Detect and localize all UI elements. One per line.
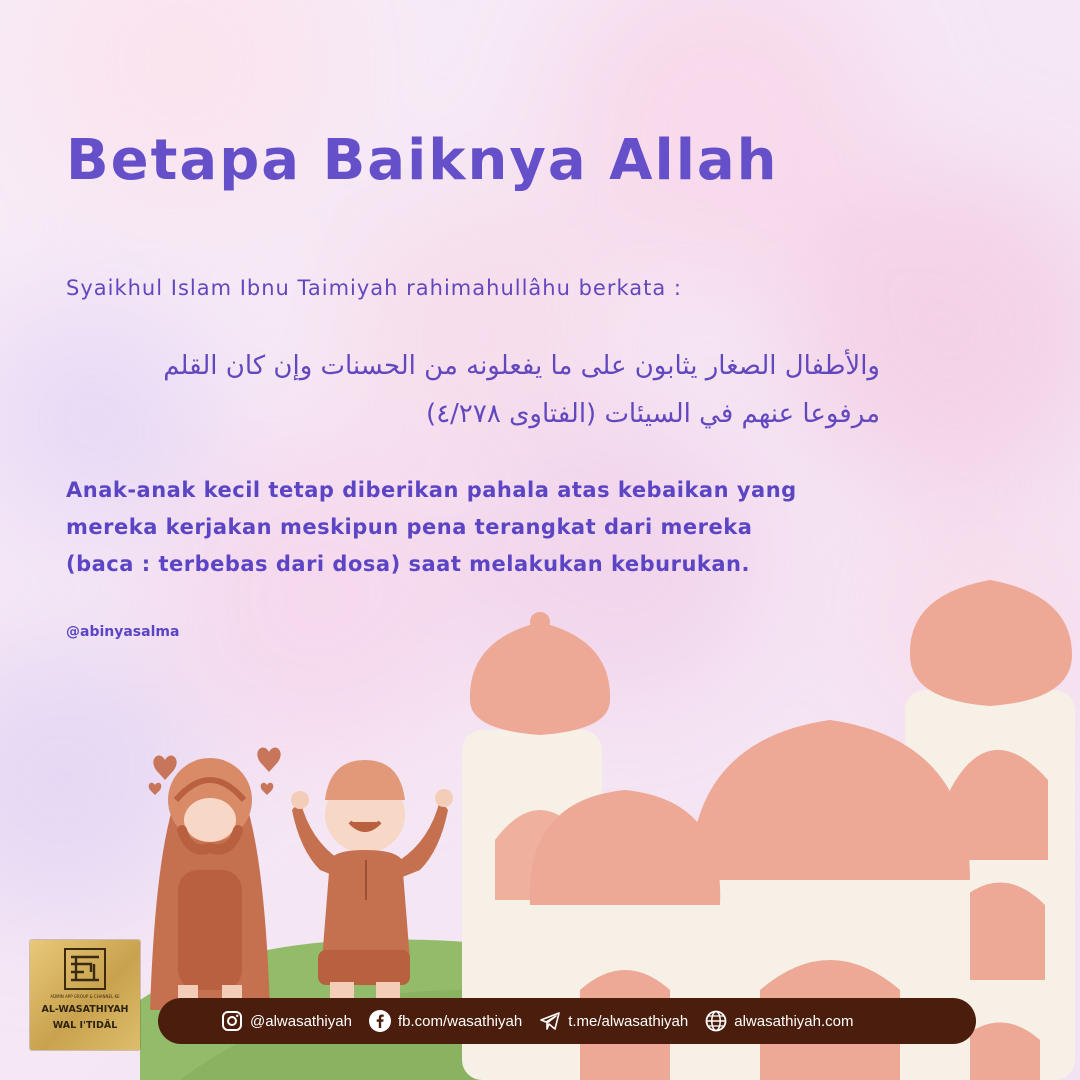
telegram-label: t.me/alwasathiyah <box>568 1012 689 1030</box>
instagram-label: @alwasathiyah <box>250 1012 352 1030</box>
logo-name: WAL I'TIDÂL <box>52 1020 118 1031</box>
website-link[interactable] <box>704 1009 853 1033</box>
girl-figure <box>150 758 270 1010</box>
arabic-quote <box>40 342 880 438</box>
facebook-label: fb.com/wasathiyah <box>397 1012 523 1030</box>
page-title: Betapa Baiknya Allah <box>66 128 779 193</box>
translation-line: Anak-anak kecil tetap diberikan pahala atas kebaikan yang <box>66 478 797 502</box>
globe-icon <box>704 1009 728 1033</box>
facebook-link[interactable] <box>368 1009 522 1033</box>
quote-attribution: Syaikhul Islam Ibnu Taimiyah rahimahullâhu berkata : <box>66 276 682 300</box>
logo-name: AL-WASATHIYAH <box>41 1004 129 1015</box>
alwasathiyah-logo <box>30 940 140 1050</box>
instagram-link[interactable] <box>220 1009 352 1033</box>
social-links-bar <box>158 998 976 1044</box>
logo-subtitle: ADMIN APP GROUP & CHANNEL KE <box>50 994 120 999</box>
telegram-icon <box>538 1009 562 1033</box>
telegram-link[interactable] <box>538 1009 688 1033</box>
translation-line: (baca : terbebas dari dosa) saat melakukan keburukan. <box>66 552 750 576</box>
facebook-icon <box>368 1009 392 1033</box>
arabic-line: والأطفال الصغار يثابون على ما يفعلونه من الحسنات وإن كان القلم <box>163 351 880 381</box>
author-handle: @abinyasalma <box>66 624 180 640</box>
arabic-line: مرفوعا عنهم في السيئات (الفتاوى ٤/٢٧٨) <box>426 399 880 429</box>
translation-line: mereka kerjakan meskipun pena terangkat dari mereka <box>66 515 753 539</box>
instagram-icon <box>220 1009 244 1033</box>
calligraphy-mark-icon <box>64 948 106 990</box>
website-label: alwasathiyah.com <box>734 1012 854 1030</box>
